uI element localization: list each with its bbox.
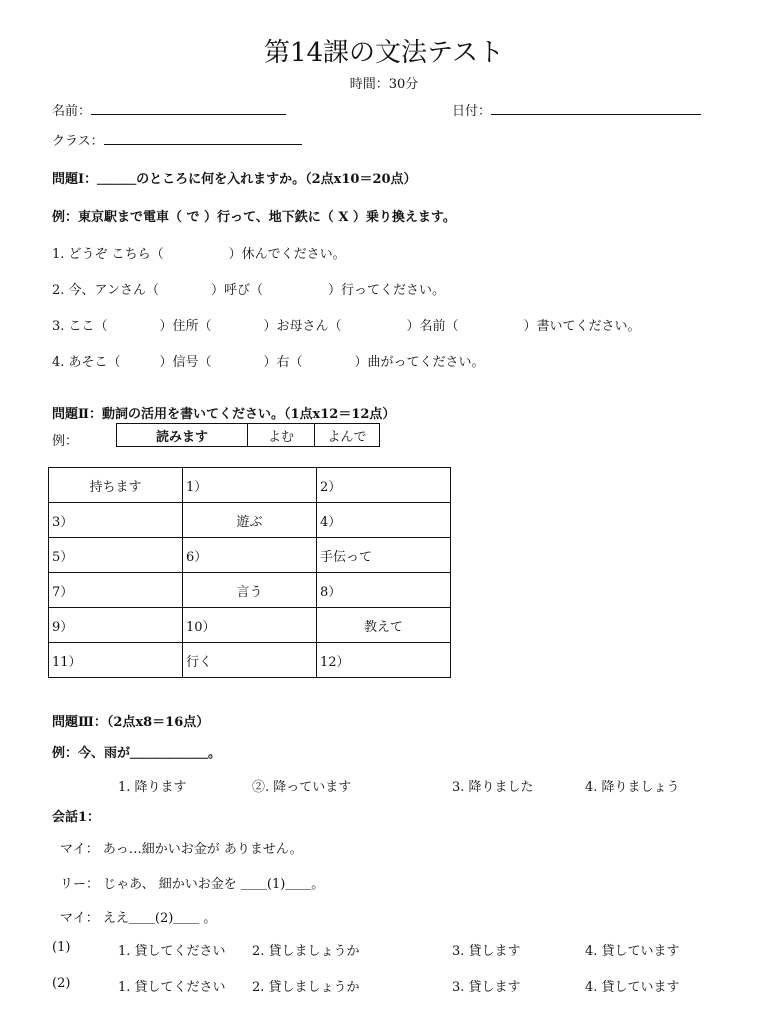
q1-example: 例：東京駅まで電車（ で ）行って、地下鉄に（ X ）乗り換えます。 [52, 210, 456, 225]
name-label: 名前： [52, 104, 92, 119]
answer-cell[interactable]: 10） [183, 608, 317, 643]
q2-example-label: 例： [52, 434, 79, 449]
example-cell-te: よんで [315, 424, 380, 447]
answer-cell[interactable]: 1） [183, 468, 317, 503]
table-row [49, 503, 451, 538]
table-row [49, 468, 451, 503]
class-line [104, 134, 302, 145]
time-limit: 時間：30分 [349, 77, 419, 92]
answer-cell[interactable]: 8） [317, 573, 451, 608]
table-cell: 教えて [317, 608, 451, 643]
example-choice-2: ②. 降っています [252, 780, 352, 795]
q2-heading: 問題Ⅱ：動詞の活用を書いてください。（1点x12＝12点） [52, 407, 396, 422]
answer-1-choice-4[interactable]: 4. 貸しています [585, 944, 680, 959]
answer-1-choice-2[interactable]: 2. 貸しましょうか [252, 944, 360, 959]
example-cell-masu: 読みます [117, 424, 248, 447]
q1-item-1: 1. どうぞ こちら（ ）休んでください。 [52, 247, 346, 262]
answer-cell[interactable]: 6） [183, 538, 317, 573]
answer-cell[interactable]: 7） [49, 573, 183, 608]
page-title: 第14課の文法テスト [263, 38, 505, 68]
conversation-line-3: マイ： ええ＿＿(2)＿＿ 。 [60, 911, 217, 926]
answer-num-2: (2) [52, 976, 71, 991]
q2-example-table [116, 423, 380, 447]
q3-example: 例：今、雨が＿＿＿＿＿＿。 [52, 746, 222, 761]
table-cell: 遊ぶ [183, 503, 317, 538]
table-row [49, 608, 451, 643]
example-choice-3: 3. 降りました [452, 780, 534, 795]
answer-num-1: (1) [52, 940, 71, 955]
table-cell: 言う [183, 573, 317, 608]
q1-item-2: 2. 今、アンさん（ ）呼び（ ）行ってください。 [52, 283, 446, 298]
conjugation-table [48, 467, 451, 678]
table-cell: 行く [183, 643, 317, 678]
table-row [49, 643, 451, 678]
answer-cell[interactable]: 9） [49, 608, 183, 643]
answer-1-choice-1[interactable]: 1. 貸してください [118, 944, 226, 959]
q1-item-3: 3. ここ（ ）住所（ ）お母さん（ ）名前（ ）書いてください。 [52, 319, 641, 334]
class-field[interactable] [52, 130, 302, 149]
answer-cell[interactable]: 4） [317, 503, 451, 538]
table-cell: 持ちます [49, 468, 183, 503]
answer-cell[interactable]: 5） [49, 538, 183, 573]
name-field[interactable] [52, 100, 286, 119]
class-label: クラス： [52, 134, 104, 149]
answer-2-choice-1[interactable]: 1. 貸してください [118, 980, 226, 995]
answer-2-choice-3[interactable]: 3. 貸します [452, 980, 521, 995]
table-row [49, 538, 451, 573]
example-choice-1: 1. 降ります [118, 780, 187, 795]
q3-heading: 問題Ⅲ：（2点x8＝16点） [52, 715, 210, 730]
date-field[interactable] [452, 100, 701, 119]
answer-cell[interactable]: 3） [49, 503, 183, 538]
date-label: 日付： [452, 104, 492, 119]
table-row [49, 573, 451, 608]
conversation-title: 会話1： [52, 810, 101, 825]
answer-cell[interactable]: 2） [317, 468, 451, 503]
date-line [491, 104, 701, 115]
answer-2-choice-4[interactable]: 4. 貸しています [585, 980, 680, 995]
answer-2-choice-2[interactable]: 2. 貸しましょうか [252, 980, 360, 995]
q1-item-4: 4. あそこ（ ）信号（ ）右（ ）曲がってください。 [52, 355, 485, 370]
example-choice-4: 4. 降りましょう [585, 780, 680, 795]
table-cell: 手伝って [317, 538, 451, 573]
answer-cell[interactable]: 12） [317, 643, 451, 678]
conversation-line-2: リー： じゃあ、 細かいお金を ＿＿(1)＿＿。 [60, 877, 325, 892]
answer-cell[interactable]: 11） [49, 643, 183, 678]
answer-1-choice-3[interactable]: 3. 貸します [452, 944, 521, 959]
name-line [91, 104, 286, 115]
conversation-line-1: マイ： あっ…細かいお金が ありません。 [60, 842, 303, 857]
example-cell-dict: よむ [248, 424, 315, 447]
q1-heading: 問題Ⅰ：＿＿＿のところに何を入れますか。（2点x10＝20点） [52, 172, 417, 187]
